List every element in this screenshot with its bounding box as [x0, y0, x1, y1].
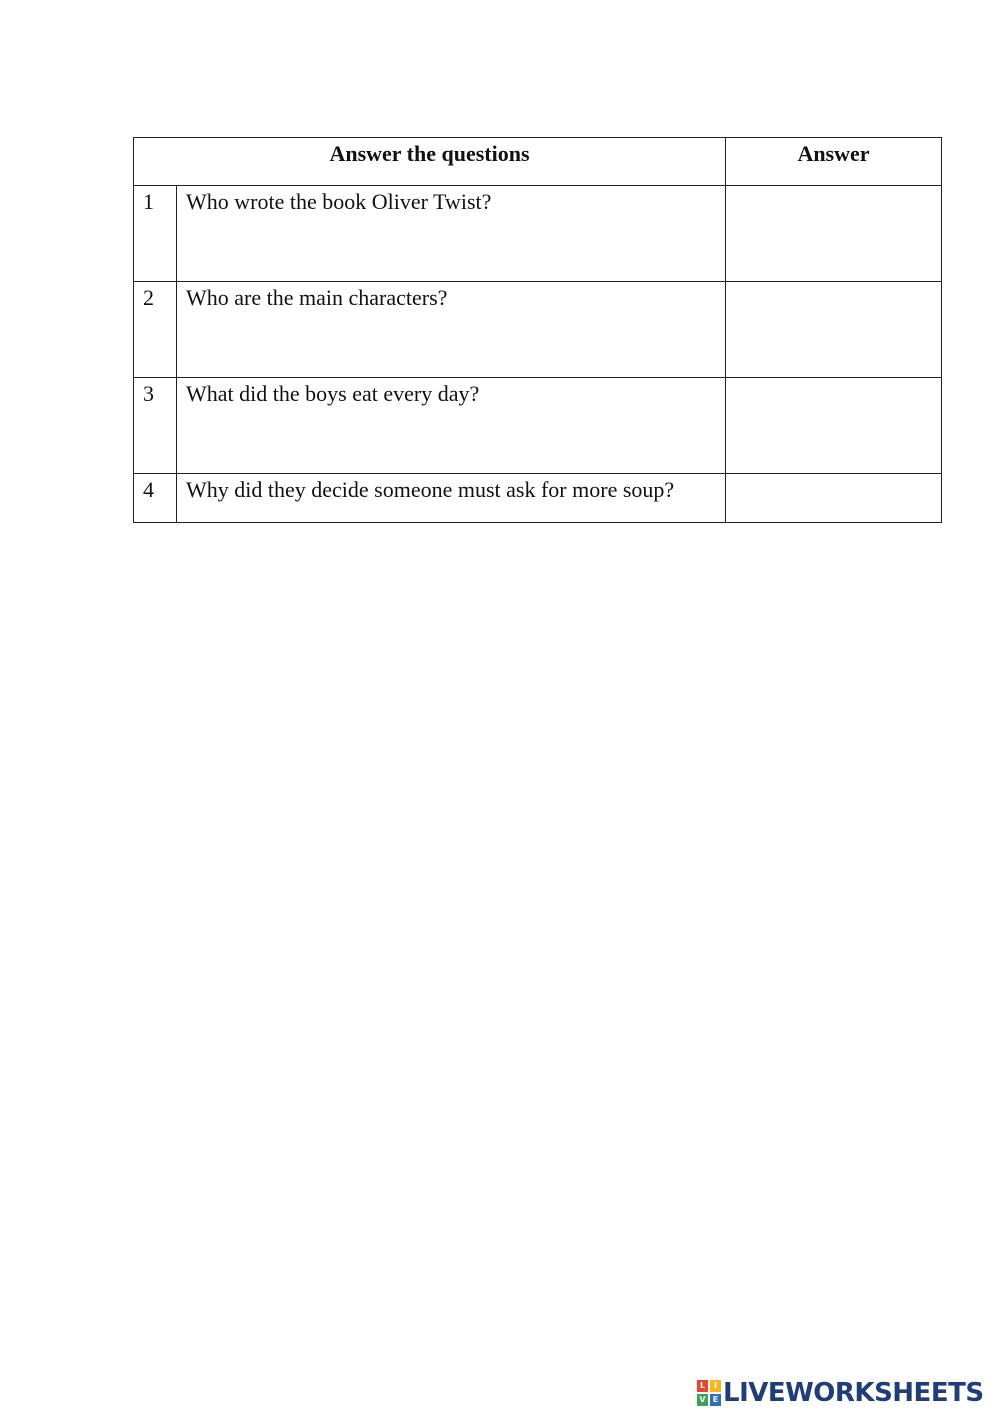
answer-cell[interactable]	[726, 378, 942, 474]
table-row	[134, 474, 942, 523]
question-text: Who are the main characters?	[177, 282, 726, 378]
answer-cell[interactable]	[726, 282, 942, 378]
table-row	[134, 282, 942, 378]
logo-letter: I	[710, 1380, 721, 1392]
logo-wordmark: LIVEWORKSHEETS	[723, 1378, 984, 1408]
question-number: 2	[134, 282, 177, 378]
question-number: 3	[134, 378, 177, 474]
logo-letter: E	[710, 1394, 721, 1406]
questions-column-header: Answer the questions	[134, 138, 726, 186]
table-row	[134, 186, 942, 282]
questions-table	[133, 137, 942, 523]
table-row	[134, 378, 942, 474]
question-text: What did the boys eat every day?	[177, 378, 726, 474]
logo-letter: L	[697, 1380, 708, 1392]
logo-mark-icon	[697, 1380, 721, 1406]
answer-column-header: Answer	[726, 138, 942, 186]
liveworksheets-logo	[697, 1378, 984, 1408]
question-text: Who wrote the book Oliver Twist?	[177, 186, 726, 282]
logo-letter: V	[697, 1394, 708, 1406]
question-number: 1	[134, 186, 177, 282]
table-header-row	[134, 138, 942, 186]
question-number: 4	[134, 474, 177, 523]
answer-cell[interactable]	[726, 474, 942, 523]
answer-cell[interactable]	[726, 186, 942, 282]
question-text: Why did they decide someone must ask for more soup?	[177, 474, 726, 523]
